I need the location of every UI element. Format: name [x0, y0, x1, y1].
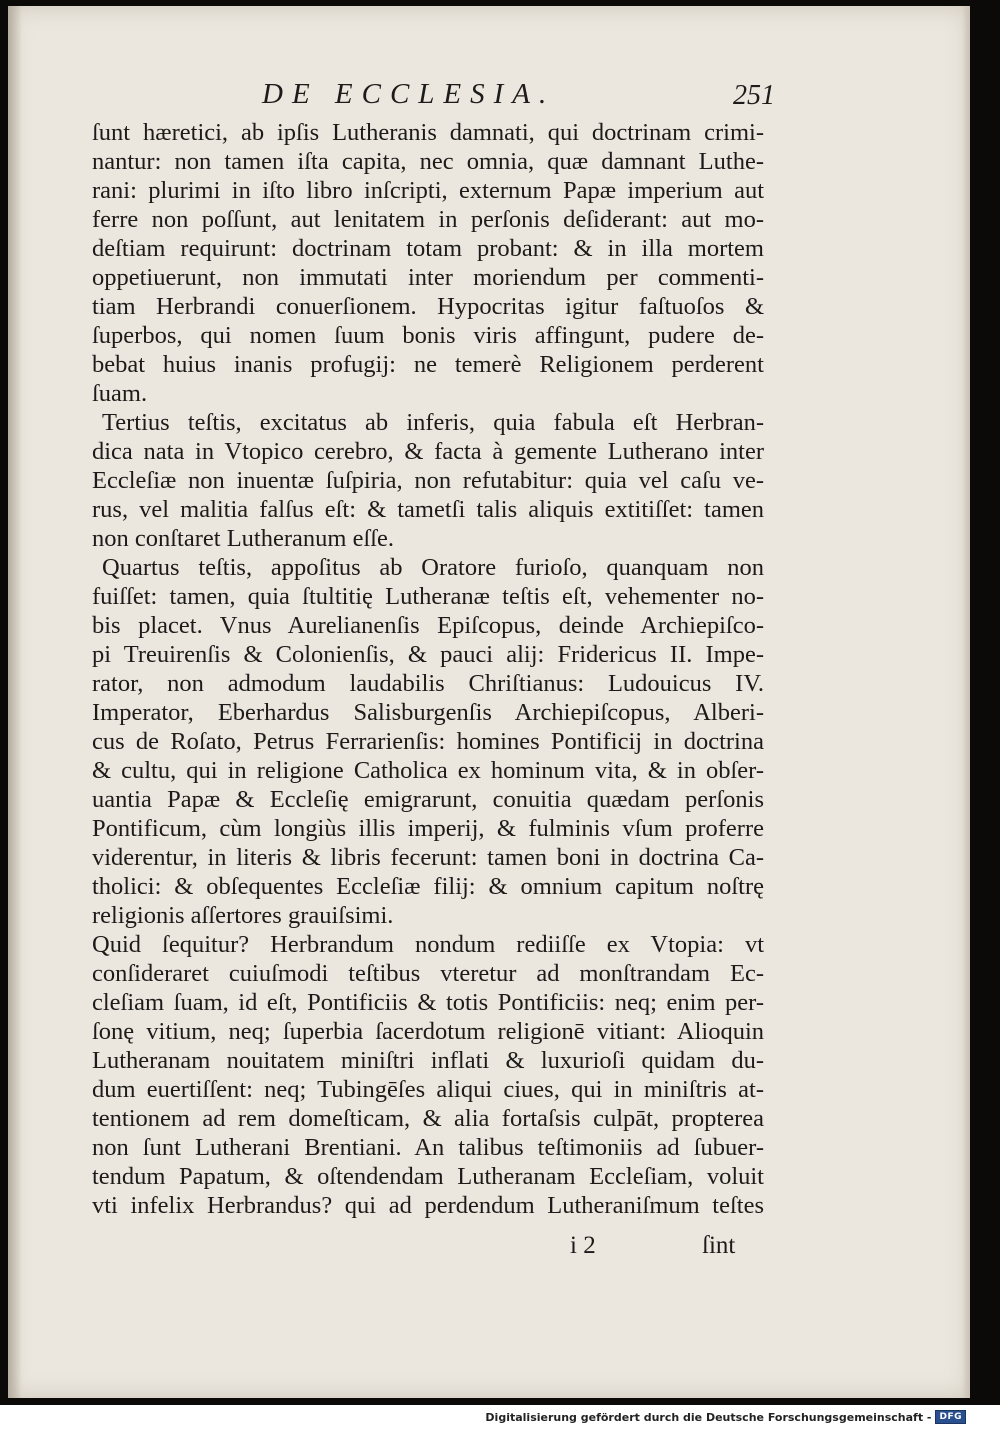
running-head: DE ECCLESIA. [262, 78, 556, 110]
text-line: Imperator, Eberhardus Salisburgenſis Archiepiſcopus, Alberi- [92, 699, 764, 726]
text-line: pi Treuirenſis & Colonienſis, & pauci alij: Fridericus II. Impe- [92, 641, 764, 668]
text-line: rus, vel malitia falſus eſt: & tametſi talis aliquis extitiſſet: tamen [92, 496, 764, 523]
text-line: vti infelix Herbrandus? qui ad perdendum Lutheraniſmum teſtes [92, 1192, 764, 1219]
text-line: bebat huius inanis profugij: ne temerè Religionem perderent [92, 351, 764, 378]
page-number: 251 [733, 80, 775, 111]
text-line: cus de Roſato, Petrus Ferrarienſis: homines Pontificij in doctrina [92, 728, 764, 755]
dfg-logo: DFG [935, 1410, 966, 1424]
catchword: ſint [702, 1232, 736, 1259]
page-gutter-shadow [8, 6, 22, 1398]
text-line: oppetiuerunt, non immutati inter moriendum per commenti- [92, 264, 764, 291]
paragraph-start: Quid ſequitur? Herbrandum nondum rediiſſe ex Vtopia: vt [92, 931, 764, 958]
text-line: deſtiam requirunt: doctrinam totam probant: & in illa mortem [92, 235, 764, 262]
text-line: viderentur, in literis & libris fecerunt: tamen boni in doctrina Ca- [92, 844, 764, 871]
text-line: non ſunt Lutherani Brentiani. An talibus teſtimoniis ad ſubuer- [92, 1134, 764, 1161]
paragraph-start: Tertius teſtis, excitatus ab inferis, quia fabula eſt Herbran- [102, 409, 764, 436]
text-line: rator, non admodum laudabilis Chriſtianus: Ludouicus IV. [92, 670, 764, 697]
text-line: & cultu, qui in religione Catholica ex hominum vita, & in obſer- [92, 757, 764, 784]
body-text [92, 118, 764, 1220]
paragraph-start: Quartus teſtis, appoſitus ab Oratore furioſo, quanquam non [102, 554, 764, 581]
digitization-credit [485, 1410, 966, 1424]
text-line: Lutheranam nouitatem miniſtri inflati & luxurioſi quidam du- [92, 1047, 764, 1074]
credit-text: Digitalisierung gefördert durch die Deutsche Forschungsgemeinschaft - [485, 1410, 932, 1424]
text-line: tiam Herbrandi conuerſionem. Hypocritas igitur faſtuoſos & [92, 293, 764, 320]
text-line: ferre non poſſunt, aut lenitatem in perſonis deſiderant: aut mo- [92, 206, 764, 233]
text-line: conſideraret cuiuſmodi teſtibus vteretur ad monſtrandam Ec- [92, 960, 764, 987]
text-line: ſuperbos, qui nomen ſuum bonis viris affingunt, pudere de- [92, 322, 764, 349]
text-line: tholici: & obſequentes Eccleſiæ filij: & omnium capitum noſtrę [92, 873, 764, 900]
text-line: Pontificum, cùm longiùs illis imperij, & fulminis vſum proferre [92, 815, 764, 842]
text-line: ſuam. [92, 380, 148, 407]
text-line: Eccleſiæ non inuentæ ſuſpiria, non refutabitur: quia vel caſu ve- [92, 467, 764, 494]
text-line: uantia Papæ & Eccleſię emigrarunt, conuitia quædam perſonis [92, 786, 764, 813]
text-line: religionis aſſertores grauiſsimi. [92, 902, 394, 929]
text-line: dica nata in Vtopico cerebro, & facta à gemente Lutherano inter [92, 438, 764, 465]
text-line: fuiſſet: tamen, quia ſtultitię Lutheranæ teſtis eſt, vehementer no- [92, 583, 764, 610]
text-line: tendum Papatum, & oſtendendam Lutheranam Eccleſiam, voluit [92, 1163, 764, 1190]
text-line: rani: plurimi in iſto libro inſcripti, externum Papæ imperium aut [92, 177, 764, 204]
text-line: cleſiam ſuam, id eſt, Pontificiis & totis Pontificiis: neq; enim per- [92, 989, 764, 1016]
page-foot [92, 1232, 764, 1264]
signature-mark: i 2 [570, 1232, 596, 1259]
text-line: non conſtaret Lutheranum eſſe. [92, 525, 395, 552]
text-line: nantur: non tamen iſta capita, nec omnia, quæ damnant Luthe- [92, 148, 764, 175]
text-line: ſonę vitium, neq; ſuperbia ſacerdotum religionē vitiant: Alioquin [92, 1018, 764, 1045]
text-line: bis placet. Vnus Aurelianenſis Epiſcopus, deinde Archiepiſco- [92, 612, 764, 639]
page-edge [962, 6, 970, 1398]
text-line: dum euertiſſent: neq; Tubingēſes aliqui ciues, qui in miniſtris at- [92, 1076, 764, 1103]
text-line: ſunt hæretici, ab ipſis Lutheranis damnati, qui doctrinam crimi- [92, 119, 764, 146]
text-line: tentionem ad rem domeſticam, & alia fortaſsis culpāt, propterea [92, 1105, 764, 1132]
